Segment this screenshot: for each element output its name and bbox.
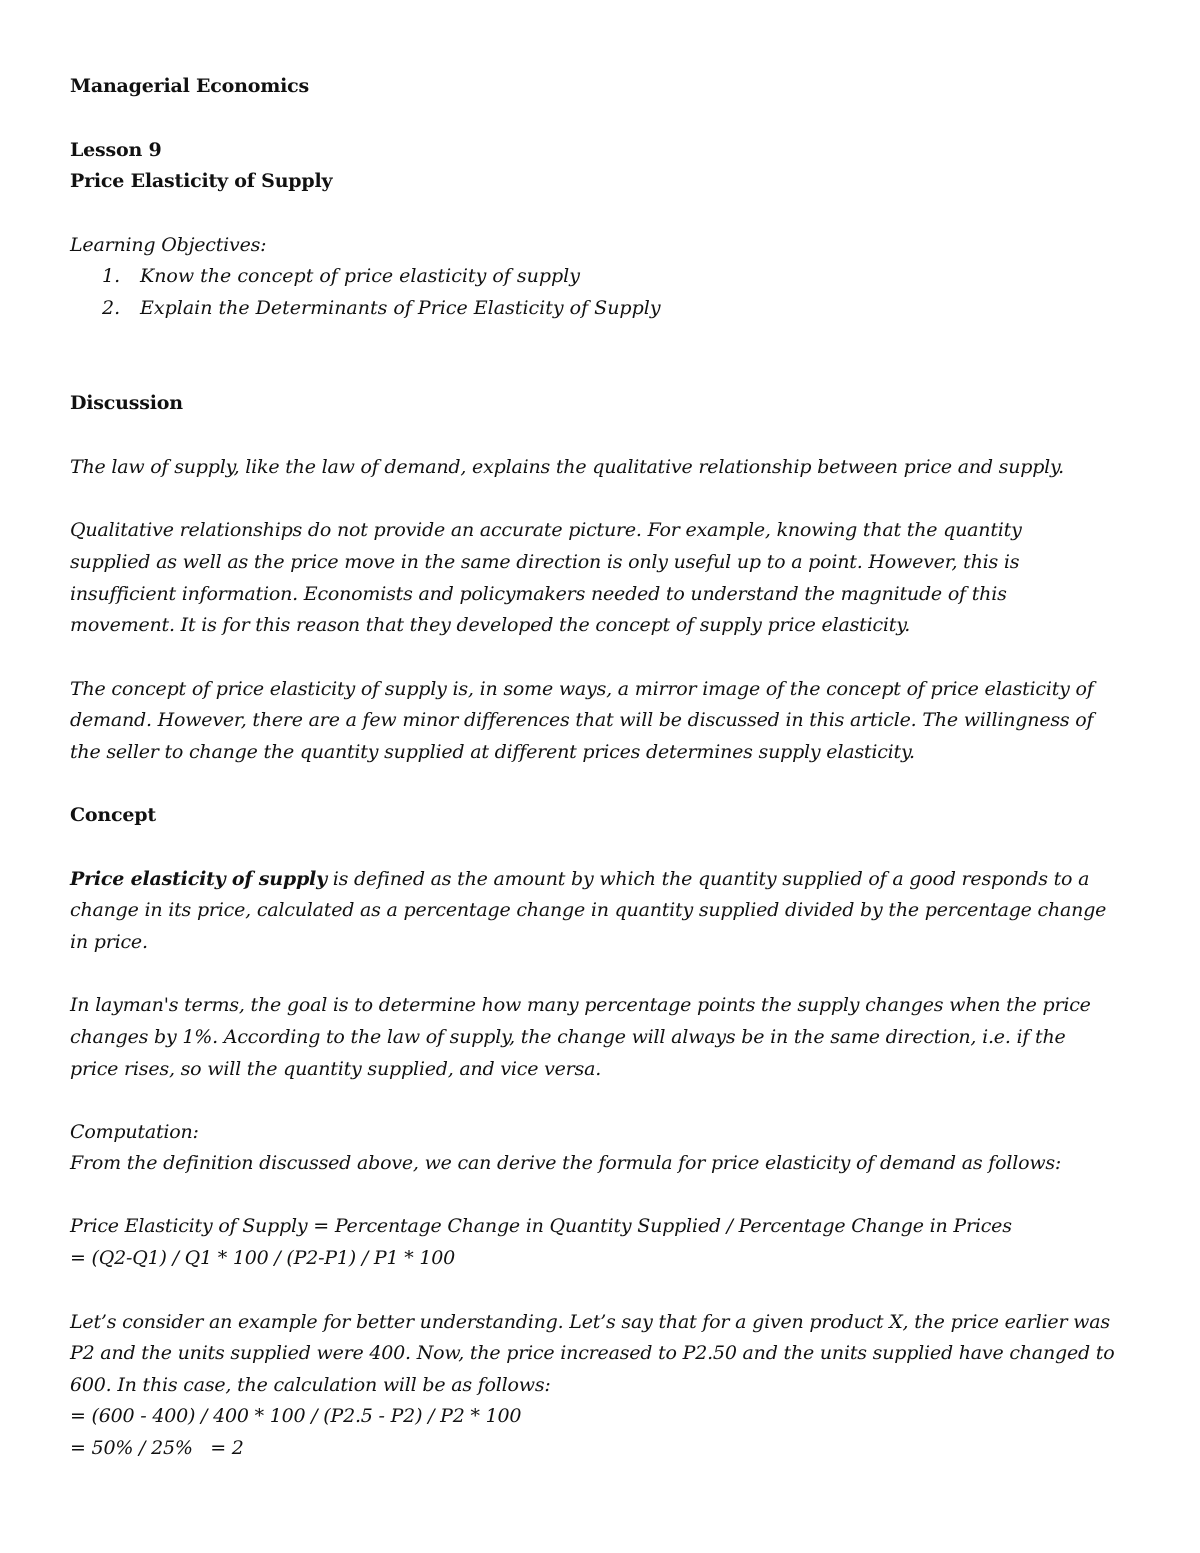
computation-heading: Computation: — [70, 1121, 199, 1143]
discussion-paragraph-1: The law of supply, like the law of demand, explains the qualitative relationship between price and supply. — [70, 456, 1064, 478]
discussion-heading: Discussion — [70, 392, 183, 414]
objective-text: Explain the Determinants of Price Elasticity of Supply — [140, 297, 661, 319]
discussion-paragraph-3-line: the seller to change the quantity supplied at different prices determines supply elasticity. — [70, 741, 915, 763]
layman-line: price rises, so will the quantity supplied, and vice versa. — [70, 1058, 602, 1080]
lesson-number: Lesson 9 — [70, 139, 162, 161]
formula-symbolic: = (Q2-Q1) / Q1 * 100 / (P2-P1) / P1 * 100 — [70, 1247, 455, 1269]
discussion-paragraph-2-line: supplied as well as the price move in the same direction is only useful up to a point. However, this is — [70, 551, 1020, 573]
definition-line: in price. — [70, 931, 148, 953]
objectives-heading: Learning Objectives: — [70, 234, 267, 256]
concept-heading: Concept — [70, 804, 156, 826]
objective-item — [70, 295, 661, 321]
example-line: P2 and the units supplied were 400. Now, the price increased to P2.50 and the units supplied have changed to — [70, 1342, 1115, 1364]
example-calculation: = (600 - 400) / 400 * 100 / (P2.5 - P2) / P2 * 100 — [70, 1405, 522, 1427]
layman-line: In layman's terms, the goal is to determine how many percentage points the supply changes when the price — [70, 994, 1091, 1016]
discussion-paragraph-2-line: movement. It is for this reason that they developed the concept of supply price elasticity. — [70, 614, 911, 636]
course-title: Managerial Economics — [70, 75, 310, 97]
example-result: = 50% / 25% = 2 — [70, 1437, 244, 1459]
example-line: Let’s consider an example for better understanding. Let’s say that for a given product X, the price earlier was — [70, 1311, 1110, 1333]
example-line: 600. In this case, the calculation will be as follows: — [70, 1374, 551, 1396]
definition-text: is defined as the amount by which the quantity supplied of a good responds to a — [326, 868, 1090, 890]
computation-intro: From the definition discussed above, we can derive the formula for price elasticity of demand as follows: — [70, 1152, 1062, 1174]
objective-text: Know the concept of price elasticity of supply — [140, 265, 580, 287]
objective-number: 1. — [102, 265, 121, 287]
objective-item — [70, 263, 580, 289]
discussion-paragraph-3-line: demand. However, there are a few minor differences that will be discussed in this article. The willingness of — [70, 709, 1094, 731]
discussion-paragraph-3-line: The concept of price elasticity of supply is, in some ways, a mirror image of the concept of price elasticity of — [70, 678, 1094, 700]
objective-number: 2. — [102, 297, 121, 319]
definition-line — [70, 866, 1089, 892]
discussion-paragraph-2-line: Qualitative relationships do not provide an accurate picture. For example, knowing that the quantity — [70, 519, 1022, 541]
formula-plain: Price Elasticity of Supply = Percentage Change in Quantity Supplied / Percentage Change in Prices — [70, 1215, 1012, 1237]
definition-term: Price elasticity of supply — [70, 868, 327, 890]
definition-line: change in its price, calculated as a percentage change in quantity supplied divided by the percentage change — [70, 899, 1107, 921]
lesson-topic: Price Elasticity of Supply — [70, 170, 333, 192]
discussion-paragraph-2-line: insufficient information. Economists and policymakers needed to understand the magnitude of this — [70, 583, 1007, 605]
layman-line: changes by 1%. According to the law of supply, the change will always be in the same direction, i.e. if the — [70, 1026, 1066, 1048]
